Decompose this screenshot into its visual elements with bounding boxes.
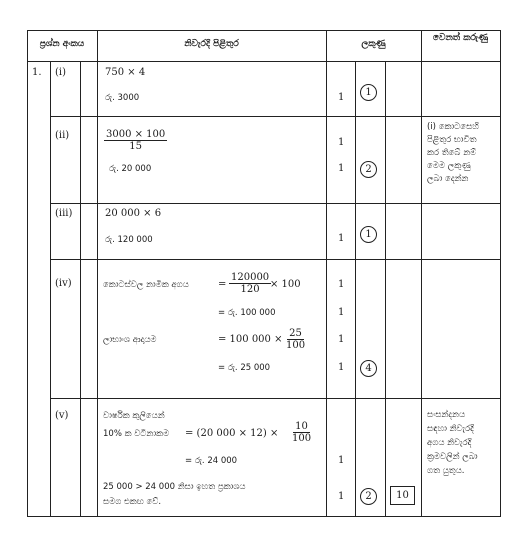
row-i-line2: රු. 3000 (105, 93, 140, 103)
col-divider (326, 30, 327, 517)
row-v-fraction (290, 421, 313, 444)
table-left-border (27, 30, 28, 517)
row-v-remark-5: ගත යුතුය. (427, 466, 465, 476)
fraction-denominator: 100 (292, 433, 312, 444)
col-divider (97, 30, 98, 517)
row-divider (50, 203, 500, 204)
part-label-v: (v) (55, 410, 69, 421)
header-remarks: වෙනත් කරුණු (432, 33, 489, 43)
row-iii-circled-total: 1 (360, 226, 377, 243)
row-v-line2a: 10% ක වටිනාකම (103, 429, 170, 439)
row-ii-line2: රු. 20 000 (109, 164, 152, 174)
col-divider (355, 61, 356, 517)
row-v-remark-4: ක්‍රමවලින් ලබා (427, 452, 478, 462)
row-iv-mark-1: 1 (338, 279, 345, 290)
row-ii-mark-a: 1 (338, 137, 345, 148)
part-label-iv: (iv) (55, 278, 72, 289)
row-v-line4: 25 000 > 24 000 නිසා ඉහත ප්‍රකාශය (103, 482, 246, 492)
fraction-numerator: 25 (289, 328, 302, 339)
row-v-mark-b: 1 (338, 491, 345, 502)
part-label-ii: (ii) (55, 130, 70, 141)
row-v-mark-a: 1 (338, 455, 345, 466)
row-iv-income-fraction (284, 328, 307, 351)
row-v-remark-2: සඳහා නිවැරදි (427, 424, 474, 434)
row-ii-remark-2: පිළිතුර භාවිත (427, 135, 477, 145)
row-i-line1: 750 × 4 (105, 67, 146, 78)
fraction-denominator: 100 (286, 340, 306, 351)
row-i-circled-total: 1 (360, 84, 377, 101)
row-v-line3: = රු. 24 000 (185, 456, 238, 466)
row-iv-income-result: = රු. 25 000 (218, 363, 271, 373)
question-total-box: 10 (390, 486, 415, 505)
row-iii-line2: රු. 120 000 (105, 235, 153, 245)
row-iv-par-fraction (229, 272, 271, 295)
row-iv-par-result: = රු. 100 000 (218, 308, 276, 318)
fraction-denominator: 120 (240, 284, 260, 295)
row-ii-remark-4: මෙම ලකුණු (427, 161, 471, 171)
row-iv-income-label: ලාභාංශ ආදායම (103, 335, 157, 345)
row-iv-mark-4: 1 (338, 362, 345, 373)
row-iv-mark-3: 1 (338, 334, 345, 345)
col-divider (80, 61, 81, 517)
row-v-line2b: = (20 000 × 12) × (185, 428, 279, 439)
fraction-numerator: 120000 (231, 272, 270, 283)
row-v-line5: සමග එකඟ වේ. (103, 497, 162, 507)
header-marks: ලකුණු (361, 39, 386, 49)
col-divider (50, 61, 51, 517)
row-ii-remark-1: (i) කොටසෙහි (427, 122, 479, 132)
header-answer: නිවැරදි පිළිතුර (184, 39, 239, 49)
row-iv-circled-total: 4 (360, 360, 377, 377)
row-iv-par-multiplier: × 100 (270, 279, 301, 290)
row-ii-remark-5: ලබා දෙන්න (427, 174, 469, 184)
row-iii-line1: 20 000 × 6 (105, 208, 162, 219)
row-ii-circled-total: 2 (360, 161, 377, 178)
row-v-remark-3: අගය නිවැරදි (427, 438, 472, 448)
part-label-iii: (iii) (55, 208, 73, 219)
row-divider (50, 398, 500, 399)
fraction-numerator: 10 (295, 421, 308, 432)
row-v-remark-1: සංසන්දනය (427, 410, 466, 420)
row-i-mark: 1 (338, 92, 345, 103)
row-v-circled-total: 2 (360, 488, 377, 505)
row-ii-remark-3: කර තිබේ නම් (427, 148, 477, 158)
part-label-i: (i) (55, 67, 67, 78)
header-question-no: ප්‍රශ්න අංකය (39, 39, 85, 49)
row-ii-mark-b: 1 (338, 163, 345, 174)
fraction-numerator: 3000 × 100 (106, 129, 166, 140)
row-divider (50, 259, 500, 260)
fraction-denominator: 15 (129, 141, 142, 152)
row-iii-mark: 1 (338, 233, 345, 244)
row-v-line1: වාර්ෂික කුලියෙන් (103, 411, 165, 421)
row-divider (50, 116, 500, 117)
col-divider (421, 30, 422, 517)
row-iv-equals: = (218, 279, 227, 290)
row-iv-mark-2: 1 (338, 307, 345, 318)
question-number: 1. (32, 67, 42, 78)
row-iv-par-label: කොටස්වල නාමික අගය (103, 280, 189, 290)
col-divider (385, 61, 386, 517)
row-ii-fraction (104, 129, 167, 152)
table-right-border (500, 30, 501, 517)
row-iv-income-expr: = 100 000 × (218, 334, 283, 345)
